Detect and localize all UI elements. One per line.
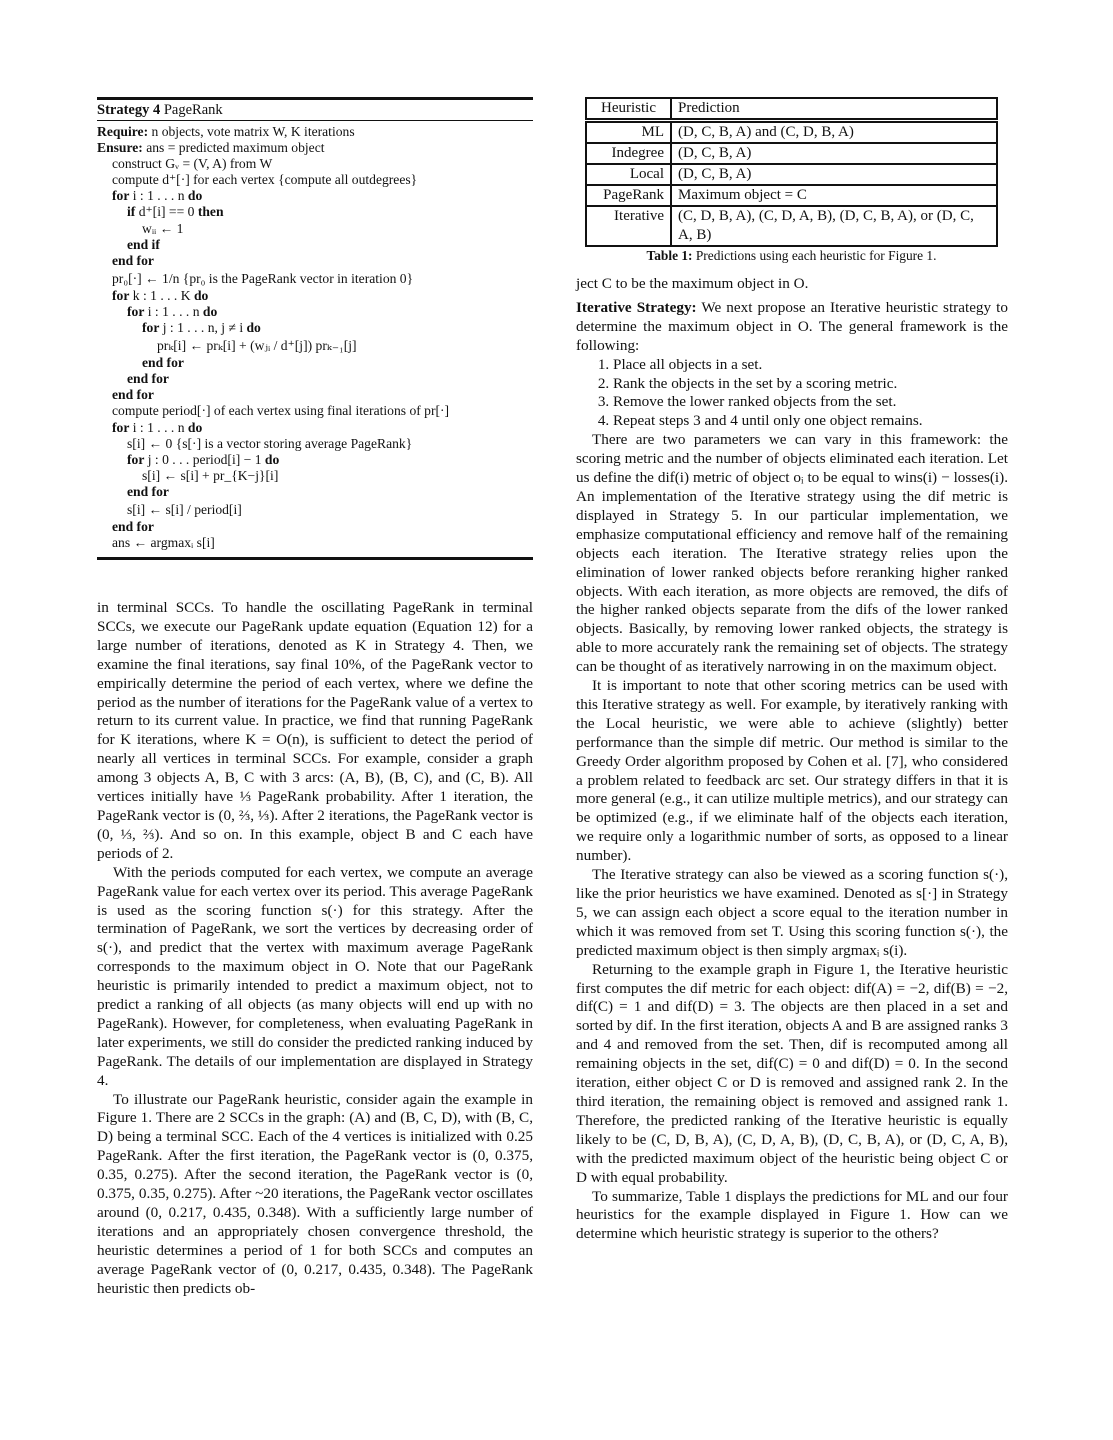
- algorithm-statement: i : 1 . . . n: [144, 303, 203, 319]
- table-cell-heuristic: PageRank: [586, 185, 671, 206]
- table-cell-prediction: (D, C, B, A) and (C, D, B, A): [671, 121, 997, 144]
- algorithm-keyword: for: [142, 320, 160, 336]
- algorithm-line: [97, 535, 533, 551]
- algorithm-line: [97, 237, 533, 253]
- algorithm-keyword: if: [127, 204, 136, 220]
- algorithm-keyword: do: [193, 287, 209, 303]
- algorithm-keyword: for: [127, 303, 145, 319]
- algorithm-line: [97, 156, 533, 172]
- iterative-strategy-paragraph: [576, 299, 1008, 356]
- algorithm-line: [97, 320, 533, 336]
- algorithm-keyword: then: [197, 204, 224, 220]
- table-row: [586, 164, 997, 185]
- algorithm-line: [97, 436, 533, 452]
- algorithm-line: [97, 253, 533, 269]
- table-caption-label: Table 1:: [646, 248, 693, 263]
- algorithm-line: [97, 140, 533, 156]
- algorithm-keyword: end for: [127, 483, 169, 499]
- algorithm-statement: i : 1 . . . n: [129, 419, 188, 435]
- algorithm-statement: ans = predicted maximum object: [142, 140, 325, 156]
- algorithm-line: [97, 519, 533, 535]
- algorithm-keyword: for: [112, 188, 130, 204]
- algorithm-statement: s[i] ← s[i] + pr_{K−j}[i]: [142, 467, 279, 483]
- paragraph-text: We next propose an Iterative heuristic strategy to determine the maximum object in O. The general framework is the following:: [576, 298, 1008, 354]
- table-caption: [585, 248, 998, 264]
- paragraph: To summarize, Table 1 displays the predictions for ML and our four heuristics for the example displayed in Figure 1. How can we determine which heuristic strategy is superior to the others?: [576, 1187, 1008, 1243]
- algorithm-statement: compute d⁺[·] for each vertex {compute all outdegrees}: [112, 172, 418, 188]
- algorithm-keyword: do: [246, 320, 261, 336]
- algorithm-line: [97, 452, 533, 468]
- algorithm-title: [97, 100, 533, 121]
- algorithm-keyword: do: [202, 303, 218, 319]
- algorithm-keyword: end if: [127, 236, 160, 252]
- algorithm-keyword: do: [187, 188, 203, 204]
- table-caption-text: Predictions using each heuristic for Figure 1.: [692, 248, 937, 263]
- algorithm-line: [97, 468, 533, 484]
- table-row: [586, 143, 997, 164]
- algorithm-statement: j : 0 . . . period[i] − 1: [144, 451, 265, 467]
- paragraph: With the periods computed for each vertex, we compute an average PageRank value for each vertex over its period. This average PageRank is used as the scoring function s(·) for this strategy. After the termination of PageRank, we sort the vertices by decreasing order of s(·), and predict that the vertex with maximum average PageRank corresponds to the maximum object in O. Note that our PageRank heuristic is primarily intended to predict a maximum object, not to predict a ranking of all objects (as many objects will end up with no PageRank). However, for completeness, when evaluating PageRank in later experiments, we still do consider the predicted ranking induced by PageRank. The details of our implementation are displayed in Strategy 4.: [97, 863, 533, 1089]
- algorithm-line: [97, 484, 533, 500]
- algorithm-label: Strategy 4: [97, 102, 161, 118]
- algorithm-statement: wᵢᵢ ← 1: [142, 220, 184, 236]
- algorithm-statement: k : 1 . . . K: [129, 287, 194, 303]
- algorithm-name: PageRank: [163, 102, 223, 118]
- algorithm-line: [97, 355, 533, 371]
- algorithm-strategy-4: [97, 97, 533, 560]
- algorithm-keyword: end for: [142, 355, 184, 371]
- algorithm-line: [97, 336, 533, 355]
- table-cell-prediction: (C, D, B, A), (C, D, A, B), (D, C, B, A), or (D, C, A, B): [671, 206, 997, 246]
- framework-steps: [576, 356, 1008, 432]
- algorithm-keyword: for: [112, 287, 130, 303]
- table-cell-prediction: (D, C, B, A): [671, 164, 997, 185]
- paragraph: in terminal SCCs. To handle the oscillating PageRank in terminal SCCs, we execute our PageRank update equation (Equation 12) for a large number of iterations, denoted as K in Strategy 4. Then, we examine the final iterations, say final 10%, of the PageRank vector to empirically determine the period of each vertex, where we define the period as the number of iterations for the PageRank value of a vertex to return to its current value. In practice, we find that running PageRank for K iterations, where K = O(n), is sufficient to detect the period of nearly all vertices in terminal SCCs. For example, consider a graph among 3 objects A, B, C with 3 arcs: (A, B), (B, C), and (C, B). All vertices initially have ⅓ PageRank probability. After 1 iteration, the PageRank vector is (0, ⅔, ⅓). After 2 iterations, the PageRank vector is (0, ⅓, ⅔). And so on. In this example, object B and C each have periods of 2.: [97, 599, 533, 862]
- algorithm-statement: s[i] ← s[i] / period[i]: [127, 501, 242, 517]
- right-column: [576, 275, 1008, 1244]
- algorithm-line: [97, 188, 533, 204]
- algorithm-line: [97, 204, 533, 220]
- list-item: 3. Remove the lower ranked objects from the set.: [613, 393, 1008, 412]
- algorithm-keyword: end for: [112, 252, 154, 268]
- algorithm-statement: j : 1 . . . n, j ≠ i: [159, 320, 247, 336]
- algorithm-keyword: Require:: [97, 124, 149, 139]
- left-column: [97, 599, 533, 1299]
- paragraph: ject C to be the maximum object in O.: [576, 275, 809, 292]
- table-header: Heuristic: [586, 98, 671, 121]
- algorithm-keyword: do: [187, 419, 203, 435]
- algorithm-keyword: for: [112, 419, 130, 435]
- paragraph: It is important to note that other scoring metrics can be used with this Iterative strategy as well. For example, by iteratively ranking with the Local heuristic, we were able to achieve (slightly) better performance than the simple dif metric. Our method is similar to the Greedy Order algorithm proposed by Cohen et al. [7], who considered a problem related to feedback arc set. Our strategy differs in that it is more general (e.g., it can utilize multiple metrics), and our strategy can be optimized (e.g., if we eliminate half of the objects each iteration, we require only a logarithmic number of sorts, as opposed to a linear number).: [576, 677, 1008, 865]
- algorithm-line: [97, 420, 533, 436]
- algorithm-statement: construct Gᵥ = (V, A) from W: [112, 156, 273, 172]
- paragraph: The Iterative strategy can also be viewed as a scoring function s(·), like the prior heuristics we have examined. Denoted as s[·] in Strategy 5, we can assign each object a score equal to the iteration number in which it was removed from set T. Using this scoring function s(·), the predicted maximum object is then simply argmaxᵢ s(i).: [576, 866, 1008, 959]
- algorithm-statement: d⁺[i] == 0: [135, 204, 198, 220]
- algorithm-statement: ans ← argmaxᵢ s[i]: [112, 535, 215, 551]
- list-item: 4. Repeat steps 3 and 4 until only one object remains.: [613, 412, 1008, 431]
- table-cell-heuristic: ML: [586, 121, 671, 144]
- algorithm-statement: n objects, vote matrix W, K iterations: [148, 124, 355, 139]
- algorithm-line: [97, 500, 533, 519]
- algorithm-line: [97, 269, 533, 288]
- algorithm-keyword: end for: [127, 371, 169, 387]
- algorithm-statement: pr₀[·] ← 1/n {pr₀ is the PageRank vector in iteration 0}: [112, 270, 414, 286]
- table-cell-prediction: (D, C, B, A): [671, 143, 997, 164]
- algorithm-statement: compute period[·] of each vertex using final iterations of pr[·]: [112, 403, 450, 419]
- table-cell-heuristic: Local: [586, 164, 671, 185]
- algorithm-statement: s[i] ← 0 {s[·] is a vector storing average PageRank}: [127, 435, 413, 451]
- algorithm-statement: i : 1 . . . n: [129, 188, 188, 204]
- algorithm-keyword: Ensure:: [97, 140, 143, 156]
- list-item: 1. Place all objects in a set.: [613, 356, 1008, 375]
- algorithm-line: [97, 172, 533, 188]
- algorithm-line: [97, 304, 533, 320]
- algorithm-keyword: for: [127, 451, 145, 467]
- algorithm-line: [97, 288, 533, 304]
- algorithm-keyword: end for: [112, 387, 154, 403]
- table-1: [585, 97, 998, 247]
- algorithm-line: [97, 371, 533, 387]
- table-cell-heuristic: Indegree: [586, 143, 671, 164]
- table-row: [586, 121, 997, 144]
- algorithm-keyword: end for: [112, 518, 154, 534]
- table-row: [586, 185, 997, 206]
- algorithm-line: [97, 403, 533, 419]
- table-cell-prediction: Maximum object = C: [671, 185, 997, 206]
- paragraph: Returning to the example graph in Figure 1, the Iterative heuristic first computes the dif metric for each object: dif(A) = −2, dif(B) = −2, dif(C) = 1 and dif(D) = 3. The objects are then placed in a set and sorted by dif. In the first iteration, objects A and B are assigned ranks 3 and 4 and removed from the set. Then, dif is recomputed among all remaining objects in the set, dif(C) = 0 and dif(D) = 0. In the second iteration, either object C or D is removed and assigned rank 2. In the third iteration, the remaining object is removed and assigned rank 1. Therefore, the predicted ranking of the Iterative heuristic is equally likely to be (C, D, B, A), (C, D, A, B), (D, C, B, A), or (D, C, A, B), with the predicted maximum object of the heuristic being object C or D with equal probability.: [576, 960, 1008, 1186]
- algorithm-line: [97, 221, 533, 237]
- table-header: Prediction: [671, 98, 997, 121]
- paragraph: To illustrate our PageRank heuristic, consider again the example in Figure 1. There are 2 SCCs in the graph: (A) and (B, C, D), with (B, C, D) being a terminal SCC. Each of the 4 vertices is initialized with 0.25 PageRank. After the first iteration, the PageRank vector is (0, 0.375, 0.35, 0.275). After the second iteration, the PageRank vector is (0, 0.375, 0.35, 0.275). After ~20 iterations, the PageRank vector oscillates around (0, 0.217, 0.435, 0.348). With a sufficiently large number of iterations and an appropriately chosen convergence threshold, the heuristic determines a period of 1 for both SCCs and computes an average PageRank vector of (0, 0.217, 0.435, 0.348). The PageRank heuristic then predicts ob-: [97, 1090, 533, 1297]
- table-row: [586, 206, 997, 246]
- table-cell-heuristic: Iterative: [586, 206, 671, 246]
- iterative-heading: Iterative Strategy:: [576, 298, 697, 316]
- list-item: 2. Rank the objects in the set by a scoring metric.: [613, 375, 1008, 394]
- table-header-row: [586, 98, 997, 121]
- algorithm-statement: prₖ[i] ← prₖ[i] + (wⱼᵢ / d⁺[j]) prₖ₋₁[j]: [157, 338, 357, 354]
- algorithm-line: [97, 124, 533, 140]
- algorithm-lines: [97, 121, 533, 560]
- algorithm-keyword: do: [264, 451, 280, 467]
- paragraph: There are two parameters we can vary in this framework: the scoring metric and the number of objects eliminated each iteration. Let us define the dif(i) metric of object oᵢ to be equal to wins(i) − losses(i). An implementation of the Iterative strategy using the dif metric is displayed in Strategy 5. In our particular implementation, we emphasize computational efficiency and remove half of the remaining objects each iteration. The Iterative strategy relies upon the elimination of lower ranked objects before reranking higher ranked objects. With each iteration, as more objects are removed, the difs of the higher ranked objects separate from the difs of the lower ranked objects. Basically, by removing lower ranked objects, the strategy is able to more accurately rank the remaining set of objects. The strategy can be thought of as iteratively narrowing in on the maximum object.: [576, 431, 1008, 676]
- algorithm-line: [97, 387, 533, 403]
